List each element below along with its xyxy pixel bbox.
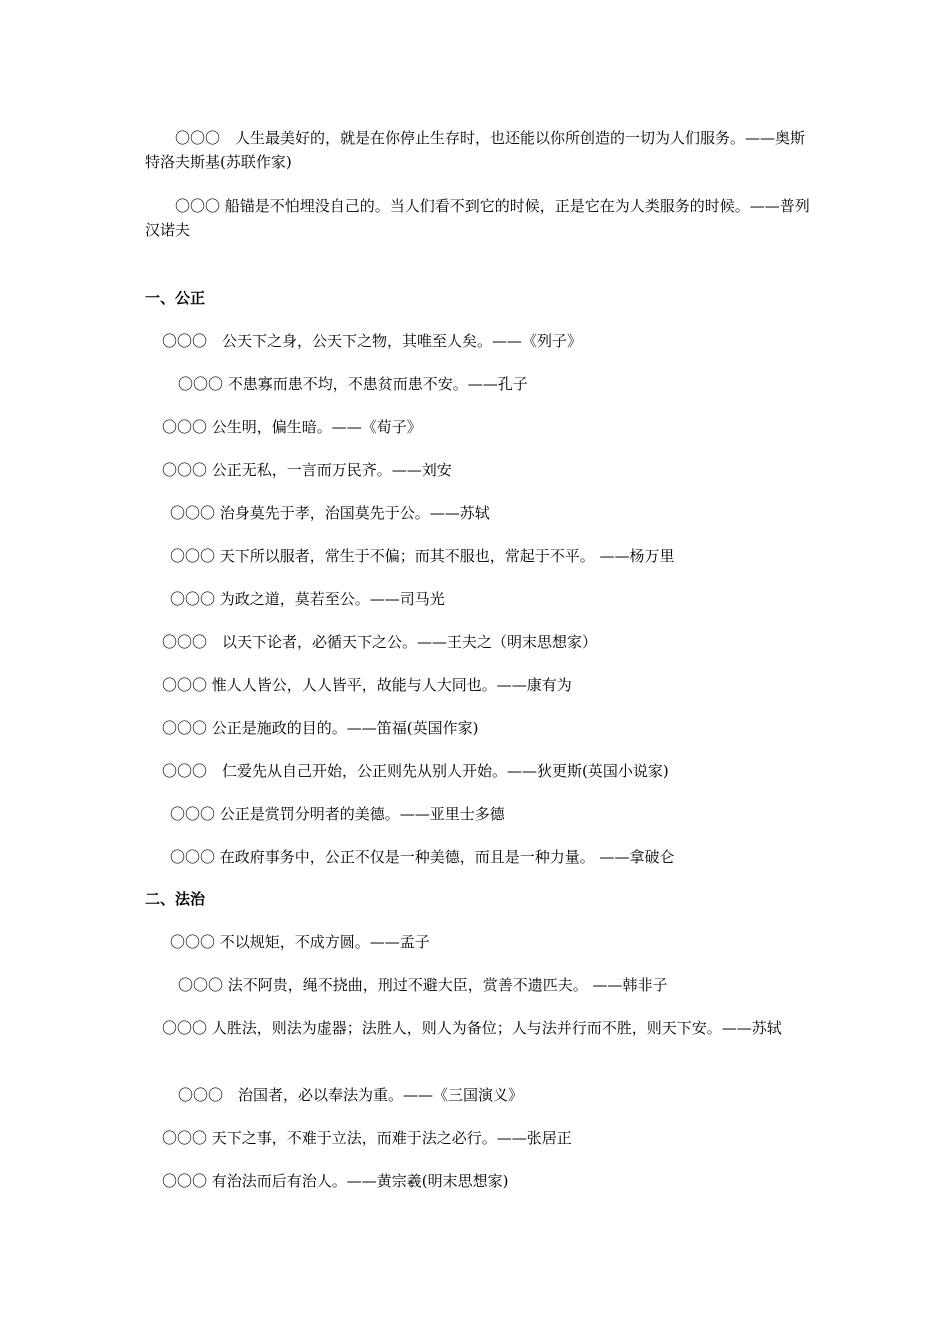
justice-quote-9: 〇〇〇 惟人人皆公，人人皆平，故能与人大同也。——康有为 bbox=[162, 676, 572, 694]
justice-quote-3: 〇〇〇 公生明，偏生暗。——《荀子》 bbox=[162, 418, 422, 436]
justice-quote-11: 〇〇〇 仁爱先从自己开始，公正则先从别人开始。——狄更斯(英国小说家) bbox=[162, 762, 669, 780]
justice-quote-8: 〇〇〇 以天下论者，必循天下之公。——王夫之（明末思想家） bbox=[162, 633, 598, 651]
justice-quote-1: 〇〇〇 公天下之身，公天下之物，其唯至人矣。——《列子》 bbox=[162, 332, 583, 350]
law-quote-1: 〇〇〇 不以规矩，不成方圆。——孟子 bbox=[170, 933, 430, 951]
justice-quote-6: 〇〇〇 天下所以服者，常生于不偏；而其不服也，常起于不平。 ——杨万里 bbox=[170, 547, 675, 565]
law-quote-6: 〇〇〇 有治法而后有治人。——黄宗羲(明末思想家) bbox=[162, 1172, 509, 1190]
law-quote-5: 〇〇〇 天下之事，不难于立法，而难于法之必行。——张居正 bbox=[162, 1129, 572, 1147]
justice-quote-2: 〇〇〇 不患寡而患不均，不患贫而患不安。——孔子 bbox=[178, 375, 528, 393]
justice-quote-5: 〇〇〇 治身莫先于孝，治国莫先于公。——苏轼 bbox=[170, 504, 490, 522]
law-quote-2: 〇〇〇 法不阿贵，绳不挠曲，刑过不避大臣，赏善不遗匹夫。 ——韩非子 bbox=[178, 976, 668, 994]
section-heading-rule-of-law: 二、法治 bbox=[145, 890, 206, 908]
justice-quote-4: 〇〇〇 公正无私，一言而万民齐。——刘安 bbox=[162, 461, 452, 479]
intro-quote-1: 〇〇〇 人生最美好的，就是在你停止生存时，也还能以你所创造的一切为人们服务。——奥斯特洛夫斯基(苏联作家) bbox=[145, 129, 806, 171]
section-heading-justice: 一、公正 bbox=[145, 289, 206, 307]
law-quote-4: 〇〇〇 治国者，必以奉法为重。——《三国演义》 bbox=[178, 1086, 524, 1104]
justice-quote-10: 〇〇〇 公正是施政的目的。——笛福(英国作家) bbox=[162, 719, 479, 737]
law-quote-3: 〇〇〇 人胜法，则法为虚器；法胜人，则人为备位；人与法并行而不胜，则天下安。——苏轼 bbox=[162, 1019, 782, 1037]
intro-quote-2: 〇〇〇 船锚是不怕埋没自己的。当人们看不到它的时候，正是它在为人类服务的时候。——普列汉诺夫 bbox=[145, 197, 810, 239]
justice-quote-12: 〇〇〇 公正是赏罚分明者的美德。——亚里士多德 bbox=[170, 805, 505, 823]
justice-quote-13: 〇〇〇 在政府事务中，公正不仅是一种美德，而且是一种力量。 ——拿破仑 bbox=[170, 848, 675, 866]
justice-quote-7: 〇〇〇 为政之道，莫若至公。——司马光 bbox=[170, 590, 445, 608]
